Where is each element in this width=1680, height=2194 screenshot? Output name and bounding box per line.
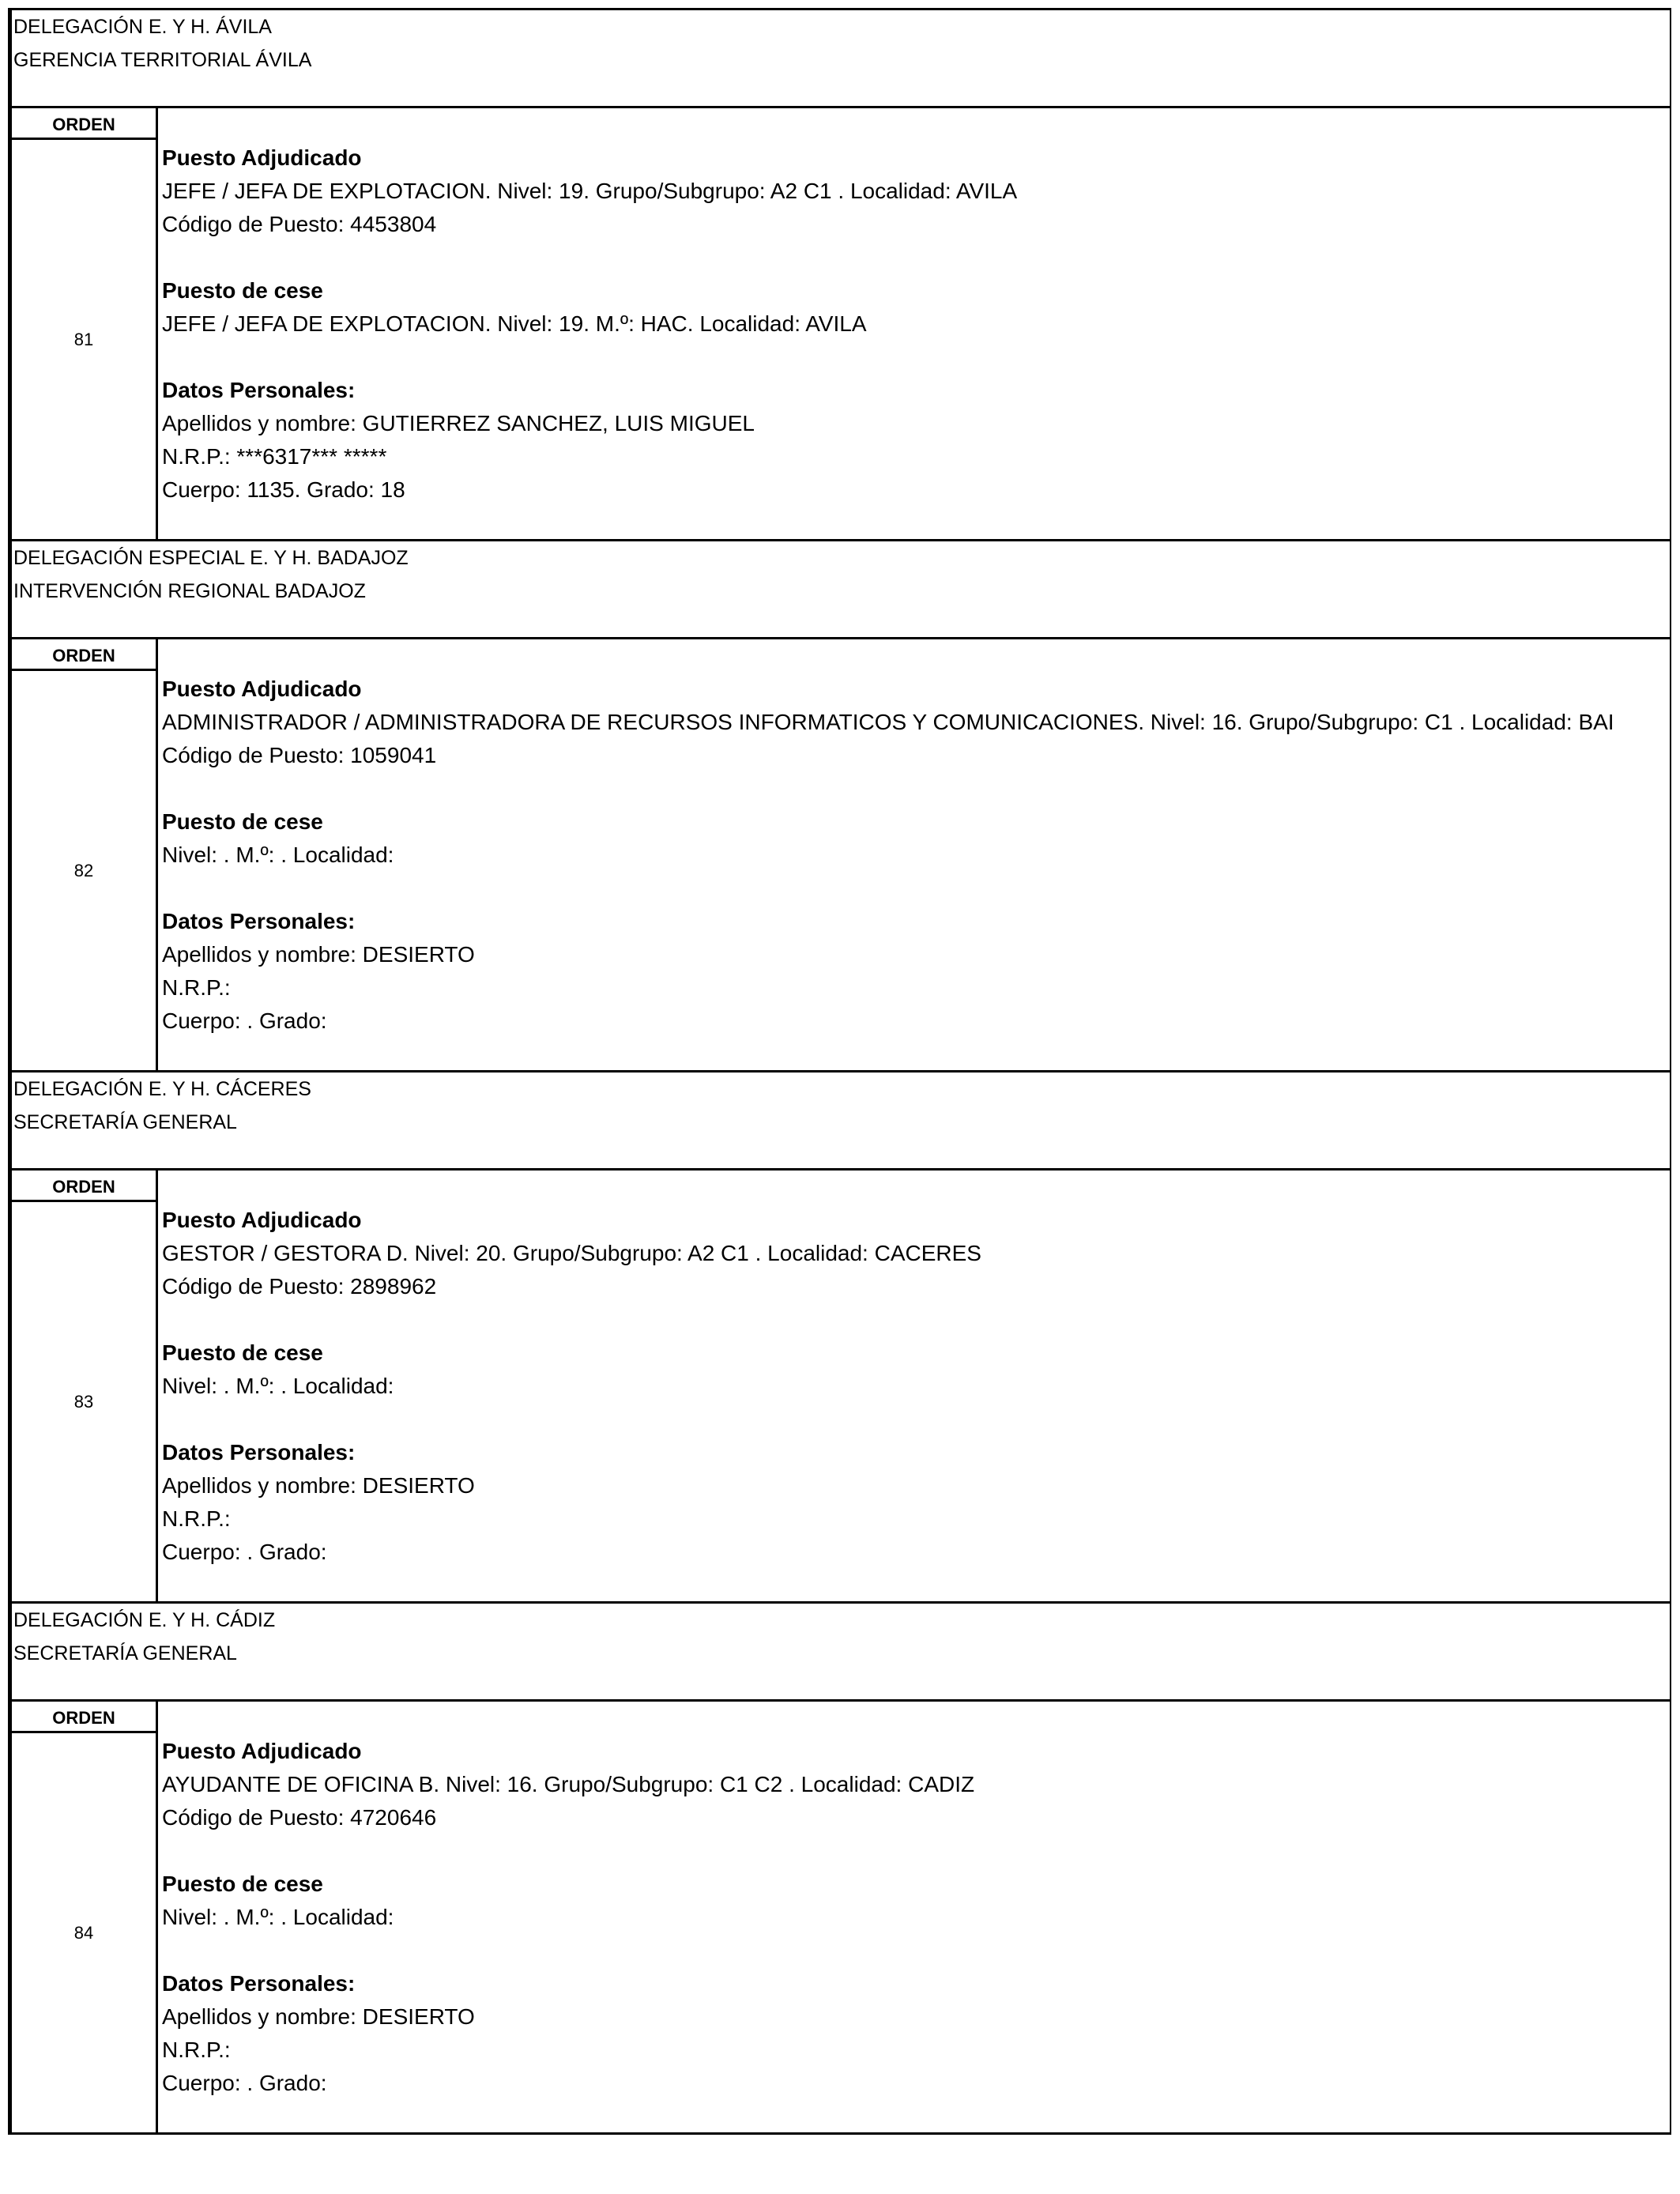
cese-title: Puesto de cese <box>162 809 323 834</box>
orden-header: ORDEN <box>12 108 156 140</box>
personal-data-title: Datos Personales: <box>162 909 356 933</box>
assignment-row <box>12 639 1670 1072</box>
body-grade: Cuerpo: . Grado: <box>162 1540 327 1564</box>
position-code: Código de Puesto: 2898962 <box>162 1274 437 1299</box>
orden-column <box>12 1171 158 1601</box>
assignment-block <box>12 1604 1670 2135</box>
full-name: Apellidos y nombre: DESIERTO <box>162 1473 475 1498</box>
adjudicado-description: GESTOR / GESTORA D. Nivel: 20. Grupo/Subgrupo: A2 C1 . Localidad: CACERES <box>162 1241 981 1265</box>
cese-description: JEFE / JEFA DE EXPLOTACION. Nivel: 19. M.º: HAC. Localidad: AVILA <box>162 311 867 336</box>
full-name: Apellidos y nombre: GUTIERREZ SANCHEZ, LUIS MIGUEL <box>162 411 755 435</box>
personal-data-title: Datos Personales: <box>162 1440 356 1465</box>
office-name: SECRETARÍA GENERAL <box>13 1642 237 1664</box>
orden-header: ORDEN <box>12 1702 156 1733</box>
department-header <box>12 541 1670 639</box>
assignment-details <box>158 639 1670 1070</box>
adjudicado-title: Puesto Adjudicado <box>162 677 362 701</box>
assignment-row <box>12 1702 1670 2135</box>
cese-title: Puesto de cese <box>162 1340 323 1365</box>
position-code: Código de Puesto: 4720646 <box>162 1805 437 1830</box>
adjudicado-title: Puesto Adjudicado <box>162 1739 362 1763</box>
orden-number: 83 <box>73 1391 94 1412</box>
assignment-details <box>158 1702 1670 2132</box>
personal-data-title: Datos Personales: <box>162 378 356 402</box>
office-name: SECRETARÍA GENERAL <box>13 1111 237 1133</box>
delegation-name: DELEGACIÓN ESPECIAL E. Y H. BADAJOZ <box>13 547 409 569</box>
cese-description: Nivel: . M.º: . Localidad: <box>162 1905 394 1929</box>
nrp-number: N.R.P.: <box>162 975 231 1000</box>
orden-column <box>12 1702 158 2132</box>
assignment-block <box>12 541 1670 1072</box>
assignment-block <box>12 10 1670 541</box>
adjudicado-description: JEFE / JEFA DE EXPLOTACION. Nivel: 19. Grupo/Subgrupo: A2 C1 . Localidad: AVILA <box>162 179 1018 203</box>
adjudicado-description: AYUDANTE DE OFICINA B. Nivel: 16. Grupo/Subgrupo: C1 C2 . Localidad: CADIZ <box>162 1772 975 1796</box>
orden-header: ORDEN <box>12 1171 156 1202</box>
cese-title: Puesto de cese <box>162 1872 323 1896</box>
cese-title: Puesto de cese <box>162 278 323 303</box>
delegation-name: DELEGACIÓN E. Y H. CÁCERES <box>13 1078 311 1100</box>
full-name: Apellidos y nombre: DESIERTO <box>162 942 475 967</box>
nrp-number: N.R.P.: ***6317*** ***** <box>162 444 387 469</box>
orden-column <box>12 108 158 539</box>
cese-description: Nivel: . M.º: . Localidad: <box>162 1374 394 1398</box>
position-code: Código de Puesto: 4453804 <box>162 212 437 236</box>
office-name: INTERVENCIÓN REGIONAL BADAJOZ <box>13 580 366 602</box>
department-header <box>12 1604 1670 1702</box>
department-header <box>12 1072 1670 1171</box>
adjudicado-title: Puesto Adjudicado <box>162 145 362 170</box>
nrp-number: N.R.P.: <box>162 1506 231 1531</box>
assignment-block <box>12 1072 1670 1604</box>
assignment-details <box>158 1171 1670 1601</box>
orden-number: 84 <box>73 1922 94 1943</box>
cese-description: Nivel: . M.º: . Localidad: <box>162 843 394 867</box>
body-grade: Cuerpo: 1135. Grado: 18 <box>162 477 405 502</box>
adjudicado-title: Puesto Adjudicado <box>162 1208 362 1232</box>
department-header <box>12 10 1670 108</box>
position-code: Código de Puesto: 1059041 <box>162 743 437 767</box>
delegation-name: DELEGACIÓN E. Y H. ÁVILA <box>13 16 272 38</box>
orden-column <box>12 639 158 1070</box>
nrp-number: N.R.P.: <box>162 2038 231 2062</box>
delegation-name: DELEGACIÓN E. Y H. CÁDIZ <box>13 1609 276 1631</box>
assignment-sheet <box>8 8 1671 2135</box>
full-name: Apellidos y nombre: DESIERTO <box>162 2004 475 2029</box>
office-name: GERENCIA TERRITORIAL ÁVILA <box>13 49 312 71</box>
adjudicado-description: ADMINISTRADOR / ADMINISTRADORA DE RECURSOS INFORMATICOS Y COMUNICACIONES. Nivel: 16. Grupo/Subgrupo: C1 . Localidad: BAI <box>162 710 1614 734</box>
orden-header: ORDEN <box>12 639 156 671</box>
body-grade: Cuerpo: . Grado: <box>162 2071 327 2095</box>
personal-data-title: Datos Personales: <box>162 1971 356 1996</box>
orden-number: 82 <box>73 860 94 880</box>
assignment-details <box>158 108 1670 539</box>
orden-number: 81 <box>73 329 94 349</box>
body-grade: Cuerpo: . Grado: <box>162 1008 327 1033</box>
assignment-row <box>12 1171 1670 1604</box>
assignment-row <box>12 108 1670 541</box>
